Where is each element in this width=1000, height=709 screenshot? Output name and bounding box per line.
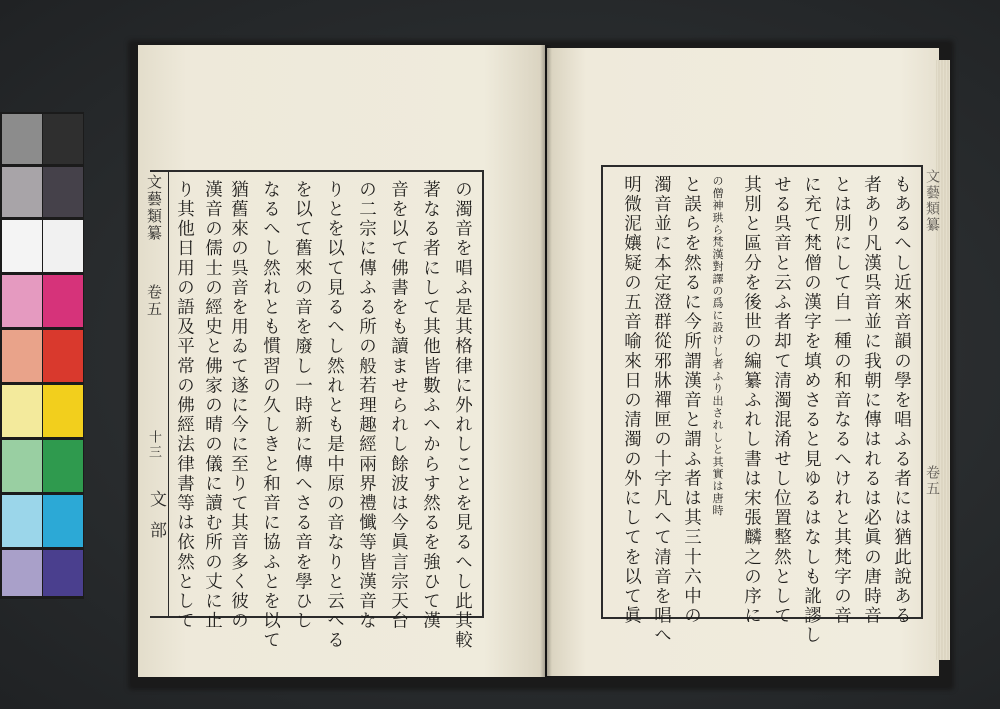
text-column: 者あり凡漢呉音並に我朝に傳はれるは必眞の唐時音 xyxy=(861,175,882,626)
text-column: とは別にして自一種の和音なるへけれと其梵字の音 xyxy=(831,175,852,626)
text-column: 音を以て佛書をも讀ませられし餘波は今眞言宗天台 xyxy=(388,180,409,631)
chip-charcoal xyxy=(43,167,83,217)
text-column: 漢音の儒士の經史と佛家の晴の儀に讀む所の丈に止 xyxy=(202,180,223,631)
text-column: もあるへし近來音韻の學を唱ふる者には猶此說ある xyxy=(891,175,912,626)
text-column: 猶舊來の呉音を用ゐて遂に今に至りて其音多く彼の xyxy=(228,180,249,631)
chip-gray-light xyxy=(2,114,42,164)
text-column: の僧神珙ら梵漢對譯の爲に設けし者ふり出されしと其實は唐時 xyxy=(711,175,724,517)
chip-pale-green xyxy=(2,440,42,492)
text-column: 其別と區分を後世の編纂ふれし書は宋張麟之の序に xyxy=(741,175,762,626)
left-page-header xyxy=(140,172,168,616)
text-column: を以て舊來の音を廢し一時新に傳へさる音を學ひし xyxy=(292,180,313,631)
left-header-page-number: 十三 xyxy=(146,430,161,460)
chip-green xyxy=(43,440,83,492)
chip-white-2 xyxy=(43,220,83,272)
text-column: 明微泥孃疑の五音喻來日の清濁の外にしてを以て眞 xyxy=(621,175,642,626)
chip-gray-dark xyxy=(43,114,83,164)
color-checker xyxy=(0,112,84,599)
text-column: の二宗に傳ふる所の般若理趣經兩界禮懺等皆漢音な xyxy=(356,180,377,631)
chip-lavender xyxy=(2,550,42,596)
text-column: なるへし然れとも慣習の久しきと和音に協ふとを以て xyxy=(260,180,281,651)
text-column: 濁音並に本定澄群從邪牀禪匣の十字凡へて清音を唱へ xyxy=(651,175,672,646)
right-page-header xyxy=(920,165,942,615)
chip-pale-cyan xyxy=(2,495,42,547)
chip-yellow xyxy=(43,385,83,437)
left-header-volume: 卷五 xyxy=(145,284,163,318)
right-header-title: 文藝類纂 xyxy=(924,169,940,233)
text-column: り其他日用の語及平常の佛經法律書等は依然として xyxy=(174,180,195,631)
chip-indigo xyxy=(43,550,83,596)
text-column: の濁音を唱ふ是其格律に外れしことを見るへし此其較 xyxy=(452,180,473,651)
left-header-title: 文藝類纂 xyxy=(145,174,163,242)
right-header-volume: 卷五 xyxy=(924,465,940,497)
text-column: せる呉音と云ふ者却て清濁混淆せし位置整然として xyxy=(771,175,792,626)
text-column: に充て梵僧の漢字を填めさると見ゆるはなしも訛謬し xyxy=(801,175,822,646)
text-column: りとを以て見るへし然れとも是中原の音なりと云へる xyxy=(324,180,345,651)
chip-cyan xyxy=(43,495,83,547)
chip-white xyxy=(2,220,42,272)
chip-salmon xyxy=(2,330,42,382)
chip-pink xyxy=(2,275,42,327)
chip-pale-yellow xyxy=(2,385,42,437)
chip-red xyxy=(43,330,83,382)
text-column: 著なる者にして其他皆數ふへからす然るを強ひて漢 xyxy=(420,180,441,631)
book-gutter xyxy=(540,45,552,677)
left-header-section: 文部 xyxy=(146,490,166,552)
chip-gray-mid xyxy=(2,167,42,217)
text-column: と誤らを然るに今所謂漢音と謂ふ者は其三十六中の xyxy=(681,175,702,626)
chip-magenta xyxy=(43,275,83,327)
